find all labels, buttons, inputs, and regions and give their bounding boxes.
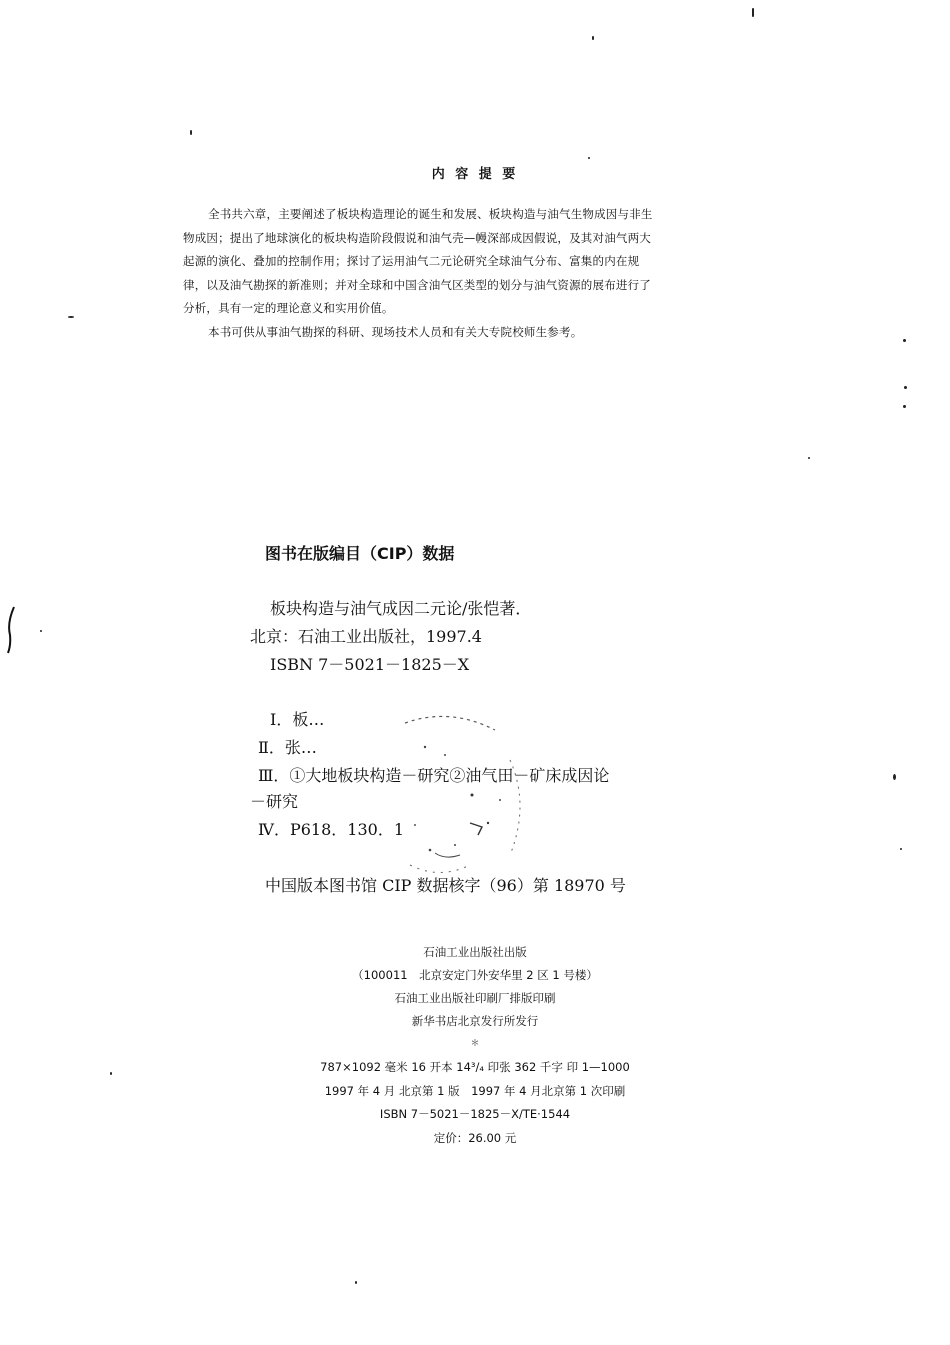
summary-body	[183, 203, 753, 344]
summary-line: 物成因；提出了地球演化的板块构造阶段假说和油气壳—幔深部成因假说，及其对油气两大	[183, 230, 651, 245]
pub-printer: 石油工业出版社印刷厂排版印刷	[394, 991, 556, 1005]
scan-speck	[592, 36, 594, 40]
pub-address: （100011 北京安定门外安华里 2 区 1 号楼）	[352, 968, 598, 982]
pub-isbn: ISBN 7－5021－1825－X/TE·1544	[379, 1107, 571, 1121]
scan-speck	[68, 316, 74, 318]
summary-line: 起源的演化、叠加的控制作用；探讨了运用油气二元论研究全球油气分布、富集的内在规	[183, 254, 640, 268]
scan-speck	[900, 848, 902, 850]
cip-verify-line: 中国版本图书馆 CIP 数据核字（96）第 18970 号	[265, 876, 626, 895]
scan-edge-mark	[2, 605, 22, 655]
pub-price: 定价：26.00 元	[433, 1131, 517, 1145]
cip-index-3: Ⅲ．①大地板块构造－研究②油气田－矿床成因论	[258, 766, 610, 785]
cip-index-4: Ⅳ．P618．130．1	[258, 820, 405, 839]
scan-speck	[903, 339, 906, 342]
scan-speck	[110, 1072, 112, 1075]
cip-index-2: Ⅱ．张…	[258, 738, 317, 757]
scan-speck	[40, 630, 42, 632]
scan-speck	[904, 386, 907, 389]
pub-separator: ＊	[470, 1039, 480, 1049]
pub-edition: 1997 年 4 月 北京第 1 版 1997 年 4 月北京第 1 次印刷	[324, 1084, 626, 1098]
cip-index-3-cont: －研究	[250, 792, 299, 811]
summary-title: 内 容 提 要	[431, 167, 519, 182]
scan-speck	[355, 1281, 357, 1284]
scan-speck	[190, 130, 192, 135]
summary-line: 分析，具有一定的理论意义和实用价值。	[183, 301, 394, 315]
cip-isbn-line: ISBN 7－5021－1825－X	[270, 655, 470, 674]
scan-speck	[808, 457, 810, 459]
cip-index-1: Ⅰ．板…	[270, 710, 325, 729]
summary-line: 全书共六章，主要阐述了板块构造理论的诞生和发展、板块构造与油气生物成因与非生	[208, 207, 653, 221]
pub-distributor: 新华书店北京发行所发行	[411, 1014, 539, 1028]
summary-line: 本书可供从事油气勘探的科研、现场技术人员和有关大专院校师生参考。	[208, 324, 583, 339]
pub-publisher: 石油工业出版社出版	[423, 945, 527, 959]
summary-line: 律，以及油气勘探的新准则；并对全球和中国含油气区类型的划分与油气资源的展布进行了	[183, 277, 651, 292]
scan-speck	[588, 157, 590, 159]
cip-publisher-line: 北京：石油工业出版社，1997.4	[250, 627, 482, 646]
scan-speck	[752, 8, 754, 17]
cip-heading: 图书在版编目（CIP）数据	[265, 544, 455, 563]
scan-speck	[903, 405, 906, 408]
pub-format: 787×1092 毫米 16 开本 14³/₄ 印张 362 千字 印 1—1000	[320, 1060, 630, 1074]
stamp-smudge	[370, 705, 540, 905]
scan-speck	[893, 774, 896, 780]
cip-title-line: 板块构造与油气成因二元论/张恺著．	[270, 599, 532, 618]
